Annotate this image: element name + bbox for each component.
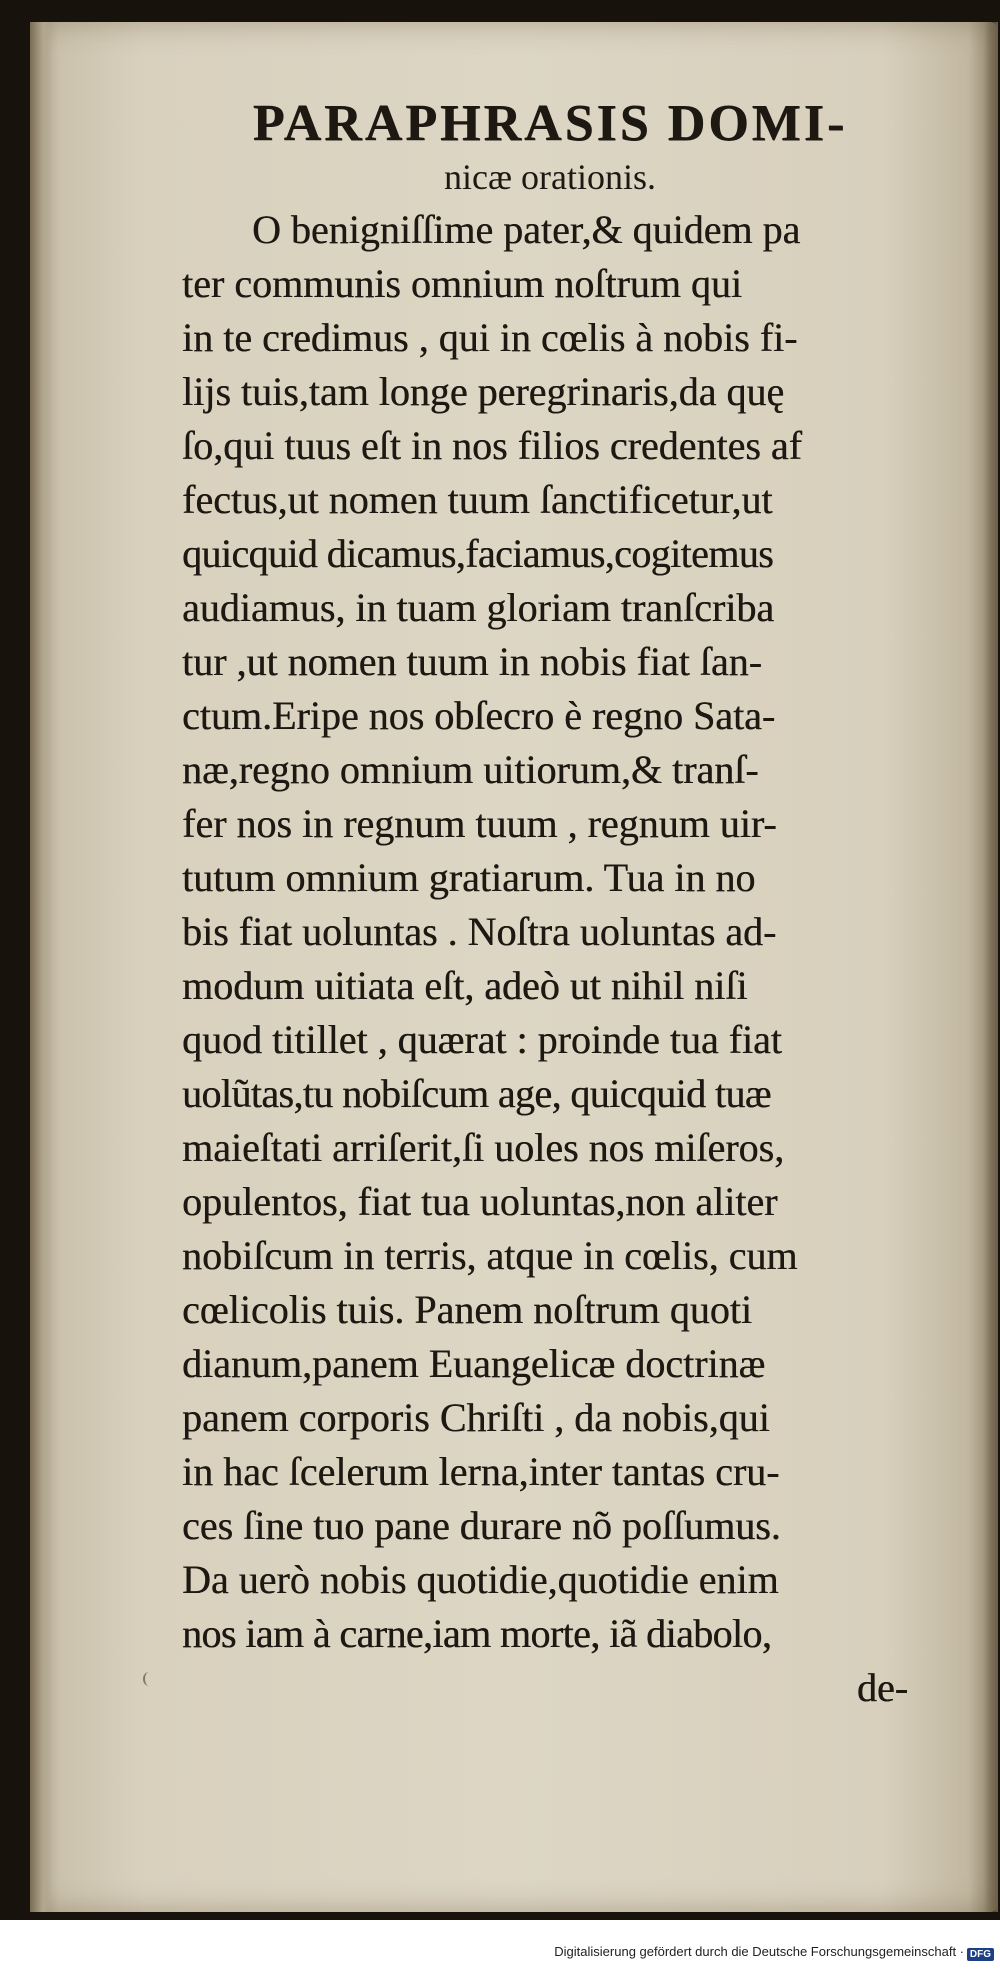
text-line: in te credimus , qui in cœlis à nobis fi-: [182, 315, 798, 360]
catchword: de-: [856, 1665, 908, 1710]
text-line: dianum,panem Euangelicæ doctrinæ: [182, 1341, 766, 1386]
funding-credit: Digitalisierung gefördert durch die Deutsche Forschungsgemeinschaft ·: [554, 1944, 964, 1959]
text-line: audiamus, in tuam gloriam tranſcriba: [182, 585, 775, 630]
body-text: [182, 203, 918, 1715]
text-line: tutum omnium gratiarum. Tua in no: [182, 855, 756, 900]
text-line: quicquid dicamus,faciamus,cogitemus: [182, 531, 774, 576]
text-line: ter communis omnium noſtrum qui: [182, 261, 742, 306]
text-line: ctum.Eripe nos obſecro è regno Sata-: [182, 693, 776, 738]
text-line: fer nos in regnum tuum , regnum uir-: [182, 801, 777, 846]
text-line: opulentos, fiat tua uoluntas,non aliter: [182, 1179, 778, 1224]
page-subtitle: nicæ orationis.: [444, 157, 656, 197]
text-line: O benigniſſime pater,& quidem pa: [252, 207, 801, 252]
text-line: uolũtas,tu nobiſcum age, quicquid tuæ: [182, 1071, 771, 1116]
page-text: [182, 95, 918, 1715]
text-line: nos iam à carne,iam morte, iã diabolo,: [182, 1611, 772, 1656]
text-line: maieſtati arriſerit,ſi uoles nos miſeros,: [182, 1125, 785, 1170]
page-title: PARAPHRASIS DOMI-: [252, 95, 848, 152]
text-line: nobiſcum in terris, atque in cœlis, cum: [182, 1233, 798, 1278]
text-line: quod titillet , quærat : proinde tua fiat: [182, 1017, 782, 1062]
text-line: modum uitiata eſt, adeò ut nihil niſi: [182, 963, 748, 1008]
text-line: in hac ſcelerum lerna,inter tantas cru-: [182, 1449, 780, 1494]
page-gutter-edge: [30, 22, 52, 1912]
text-line: tur ,ut nomen tuum in nobis fiat ſan-: [182, 639, 762, 684]
text-line: lijs tuis,tam longe peregrinaris,da quę: [182, 369, 785, 414]
text-line: næ,regno omnium uitiorum,& tranſ-: [182, 747, 759, 792]
text-line: ſo,qui tuus eſt in nos filios credentes af: [182, 423, 802, 468]
digitization-footer: [0, 1920, 1000, 1971]
text-line: panem corporis Chriſti , da nobis,qui: [182, 1395, 770, 1440]
ink-blemish: [143, 1672, 155, 1686]
text-line: cœlicolis tuis. Panem noſtrum quoti: [182, 1287, 752, 1332]
dfg-logo-icon: DFG: [967, 1948, 994, 1961]
page-fore-edge: [984, 22, 998, 1912]
text-line: Da uerò nobis quotidie,quotidie enim: [182, 1557, 779, 1602]
text-line: fectus,ut nomen tuum ſanctificetur,ut: [182, 477, 773, 522]
text-line: ces ſine tuo pane durare nõ poſſumus.: [182, 1503, 781, 1548]
text-line: bis fiat uoluntas . Noſtra uoluntas ad-: [182, 909, 777, 954]
